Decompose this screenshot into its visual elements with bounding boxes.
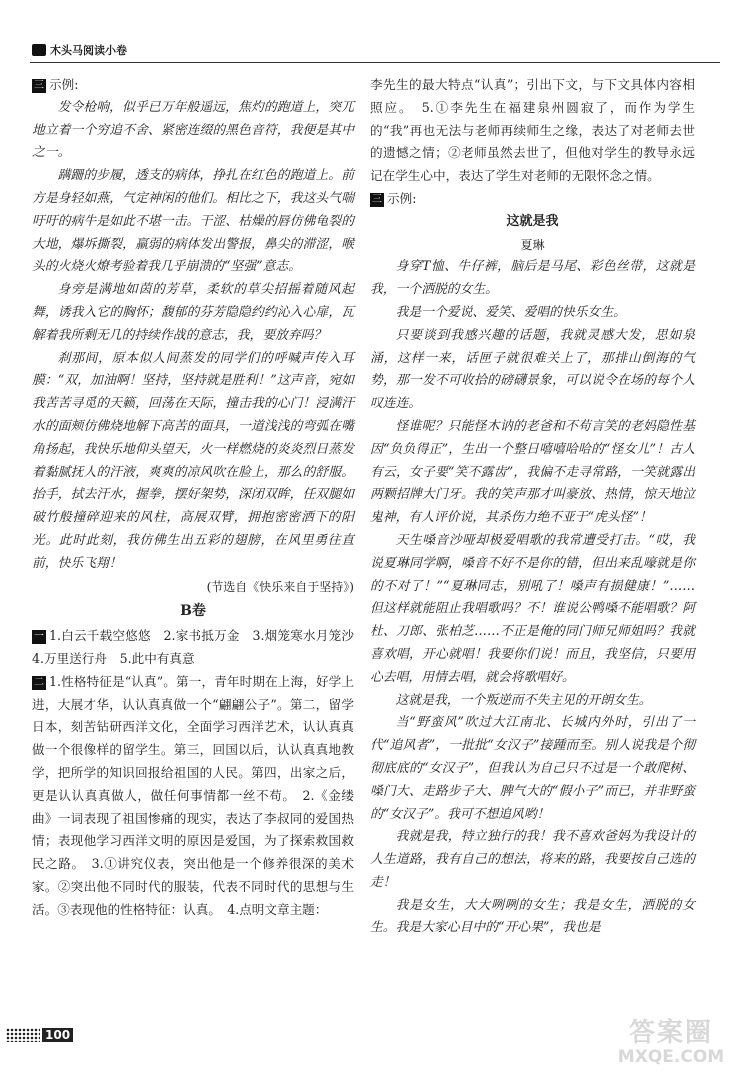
page-number-block <box>6 1028 73 1042</box>
example-heading: 三 示例: <box>372 190 417 206</box>
essay-paragraph: 蹒跚的步履，透支的病体，挣扎在红色的跑道上。前方是身轻如燕，气定神闲的他们。相比之下，我这头气喘吁吁的病牛是如此不堪一击。干涩、枯燥的唇仿佛龟裂的大地，爆坼撕裂，羸弱的病体发出警报，鼻尖的滞涩，喉头的火烧火燎考验着我几乎崩溃的“坚强”意志。 <box>32 168 354 275</box>
section-marker-3: 三 <box>34 80 44 91</box>
essay-title: 这就是我 <box>506 213 559 229</box>
watermark-line-1: 答案圈 <box>628 1018 713 1048</box>
essay-paragraph: 怪谁呢？只能怪木讷的老爸和不苟言笑的老妈隐性基因“负负得正”，生出一个整日嘻嘻哈哈的“怪女儿”！古人有云，女子要“笑不露齿”，我偏不走寻常路，一笑就露出两颗招牌大门牙。我的笑声那才叫豪放、热情，惊天地泣鬼神，有人评价说，其杀伤力绝不亚于“虎头怪”！ <box>370 418 695 526</box>
section-marker-1: 一 <box>34 631 44 643</box>
section-marker-3: 三 <box>372 193 382 205</box>
essay-paragraph: 只要谈到我感兴趣的话题，我就灵感大发，思如泉涌，这样一来，话匣子就很难关上了，那排山倒海的气势，那一发不可收拾的磅礴景象，可以说令在场的每个人叹连连。 <box>370 327 695 412</box>
essay-paragraph: 天生嗓音沙哑却极爱唱歌的我常遭受打击。“哎，我说夏琳同学啊，嗓音不好不是你的错，但出来乱嚎就是你的不对了！”“夏琳同志，别吼了！嗓声有损健康！”……但这样就能阻止我唱歌吗？不！谁说公鸭嗓不能唱歌？阿杜、刀郎、张柏芝……不正是俺的同门师兄师姐吗？我就喜欢唱，开心就唱！我要你们说！而且，我坚信，只要用心去唱，用情去唱，就会将歌唱好。 <box>370 532 695 685</box>
dot-pattern-icon <box>6 1028 40 1042</box>
page-number: 100 <box>42 1028 73 1042</box>
section-marker-2: 二 <box>34 676 44 688</box>
essay-source: (节选自《快乐来自于坚持》) <box>206 579 354 594</box>
essay-paragraph: 身旁是满地如茵的芳草，柔软的草尖招摇着随风起舞，诱我入它的胸怀；馥郁的芬芳隐隐约约沁入心扉，瓦解着我所剩无几的持续作战的意志，我，要放弃吗？ <box>32 282 354 343</box>
b2-answers: 二 1.性格特征是“认真”。第一，青年时期在上海，好学上进，大展才华，认认真真做一个“翩翩公子”。第二，留学日本，刻苦钻研西洋文化，全面学习西洋艺术，认认真真做一个很像样的留学生。第三，回国以后，认认真真地教学，把所学的知识回报给祖国的人民。第四，出家之后，更是认认真真做人，做任何事情都一丝不苟。 2.《金缕曲》一词表现了祖国惨痛的现实，表达了李叔同的爱国热情；表现他学习西洋文明的原因是爱国，为了探索救国救民之路。 3.①讲究仪表，突出他是一个修养很深的美术家。②突出他不同时代的服装，代表不同时代的思想与生活。③表现他的性格特征：认真。 4.点明文章主题： <box>32 673 354 917</box>
essay-paragraph: 这就是我，一个叛逆而不失主见的开朗女生。 <box>395 692 652 708</box>
header-rule <box>30 62 720 63</box>
essay-paragraph: 当“野蛮风”吹过大江南北、长城内外时，引出了一代“追风者”，一批批“女汉子”接踵而至。别人说我是个彻彻底底的“女汉子”，但我认为自己只不过是一个敢爬树、嗓门大、走路步子大、脾气大的“假小子”而已，并非野蛮的“女汉子”。我可不想追风哟！ <box>370 715 695 822</box>
essay-paragraph: 我是一个爱说、爱笑、爱唱的快乐女生。 <box>395 304 626 320</box>
book-title: 木头马阅读小卷 <box>50 44 127 57</box>
section-b-heading: B卷 <box>180 603 206 620</box>
left-column <box>32 74 367 921</box>
right-column <box>370 74 695 940</box>
essay-paragraph: 发令枪响，似乎已万年般遥远，焦灼的跑道上，突兀地立着一个穷追不舍、紧密连缀的黑色音符，我便是其中之一。 <box>32 99 354 161</box>
watermark <box>612 1018 730 1070</box>
essay-paragraph: 刹那间，原本似人间蒸发的同学们的呼喊声传入耳膜：“双，加油啊！坚持，坚持就是胜利！”这声音，宛如我苦苦寻觅的天籁，回荡在天际，撞击我的心门！浸满汗水的面颊仿佛烧地解下高苦的面具，一道浅浅的弯弧在嘴角扬起，我快乐地仰头望天，火一样燃烧的炎炎烈日蒸发着黏腻抚人的汗液，爽爽的凉风吹在脸上，那么的舒服。抬手，拭去汗水，握拳，摆好架势，深闭双眸，任双腿如破竹般撞碎迎来的风柱，高展双臂，拥抱密密洒下的阳光。此时此刻，我仿佛生出五彩的翅膀，在风里勇往直前，快乐飞翔！ <box>32 350 354 571</box>
example-heading: 三 示例: <box>34 77 79 92</box>
book-logo-icon <box>32 44 46 56</box>
essay-paragraph: 我是女生，大大咧咧的女生；我是女生，洒脱的女生。我是大家心目中的“开心果”，我也是 <box>370 897 695 936</box>
essay-paragraph: 我就是我，特立独行的我！我不喜欢爸妈为我设计的人生道路，我有自己的想法，将来的路，我要按自己选的走！ <box>370 829 695 890</box>
watermark-line-2: MXQE.COM <box>617 1047 725 1067</box>
essay-author: 夏琳 <box>520 237 545 252</box>
essay-paragraph: 身穿T恤、牛仔裤，脑后是马尾、彩色丝带，这就是我，一个洒脱的女生。 <box>370 259 695 298</box>
answers-continuation: 李先生的最大特点“认真”；引出下文，与下文具体内容相照应。 5.①李先生在福建泉州圆寂了，而作为学生的“我”再也无法与老师再续师生之缘，表达了对老师去世的遗憾之情；②老师虽然去世了，但他对学生的教导永远记在学生心中，表达了学生对老师的无限怀念之情。 <box>370 77 695 184</box>
b1-answers: 一 1.白云千载空悠悠 2.家书抵万金 3.烟笼寒水月笼沙 4.万里送行舟 5.此中有真意 <box>32 628 367 666</box>
page-header <box>32 40 127 60</box>
